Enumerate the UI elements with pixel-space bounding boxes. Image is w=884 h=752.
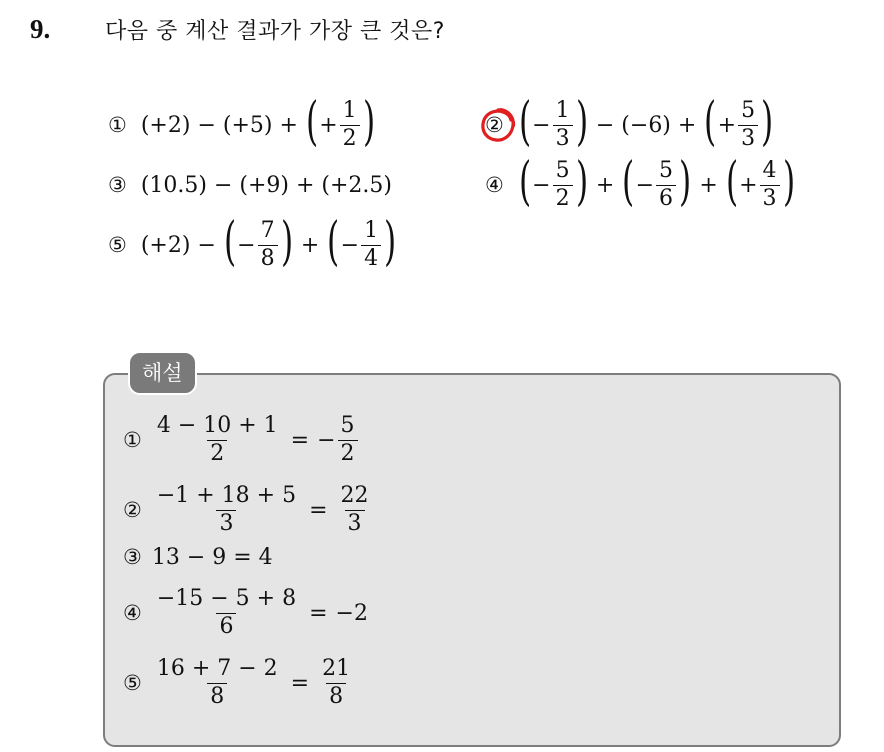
numerator: 5 — [555, 158, 570, 184]
paren-open: ( — [725, 152, 739, 212]
denominator: 8 — [326, 683, 346, 709]
term: (+5) — [222, 112, 273, 138]
solution-label: 해설 — [128, 351, 197, 395]
fraction — [340, 99, 360, 150]
sign: − — [237, 232, 256, 258]
fraction — [154, 414, 281, 465]
question-text: 다음 중 계산 결과가 가장 큰 것은? — [105, 19, 445, 44]
denominator: 4 — [361, 245, 381, 271]
fraction — [738, 99, 758, 150]
operator: − — [595, 112, 615, 138]
denominator: 8 — [207, 683, 227, 709]
choice-number — [485, 113, 504, 137]
numerator: −15 − 5 + 8 — [156, 586, 297, 612]
choice-4[interactable] — [485, 150, 796, 220]
operator: + — [279, 112, 298, 138]
paren-open: ( — [622, 152, 635, 212]
sign: − — [317, 427, 336, 453]
sign: − — [635, 172, 655, 198]
numerator: 4 — [762, 158, 777, 184]
choice-number: ④ — [485, 173, 504, 197]
equals-sign: = — [290, 670, 310, 696]
result-fraction — [338, 414, 358, 465]
choice-number: ⑤ — [108, 233, 127, 257]
numerator: 16 + 7 − 2 — [156, 656, 278, 682]
numerator: 21 — [322, 656, 351, 682]
result-fraction — [338, 484, 372, 535]
paren-open: ( — [223, 212, 237, 272]
sign: − — [532, 172, 551, 198]
numerator: 1 — [342, 98, 357, 124]
paren-open: ( — [305, 92, 319, 152]
equals-sign: = — [309, 600, 328, 626]
sign: − — [340, 232, 360, 258]
denominator: 3 — [216, 510, 236, 536]
numerator: 5 — [340, 413, 355, 439]
denominator: 6 — [656, 185, 676, 211]
fraction — [553, 159, 573, 210]
expression: 13 − 9 = 4 — [151, 544, 273, 570]
solution-line-1 — [123, 405, 360, 475]
denominator: 8 — [258, 245, 278, 271]
paren-open: ( — [704, 92, 717, 152]
denominator: 2 — [553, 185, 573, 211]
paren-open: ( — [327, 212, 340, 272]
choice-number: ③ — [123, 545, 142, 569]
numerator: 22 — [340, 483, 369, 509]
operator: − — [197, 112, 216, 138]
paren-close: ) — [362, 92, 375, 152]
numerator: 7 — [260, 218, 275, 244]
choice-number: ② — [123, 498, 142, 522]
result-fraction — [319, 657, 353, 708]
numerator: 5 — [741, 98, 756, 124]
denominator: 3 — [553, 125, 573, 151]
fraction — [760, 159, 780, 210]
denominator: 2 — [338, 440, 358, 466]
paren-close: ) — [575, 152, 588, 212]
term: (−6) — [621, 112, 671, 138]
paren-open: ( — [518, 92, 532, 152]
denominator: 3 — [760, 185, 780, 211]
fraction — [258, 219, 278, 270]
paren-close: ) — [679, 152, 692, 212]
denominator: 3 — [345, 510, 365, 536]
term: (+2) — [140, 232, 191, 258]
fraction — [656, 159, 676, 210]
choice-number: ① — [108, 113, 127, 137]
expression: (10.5) − (+9) + (+2.5) — [140, 172, 393, 198]
solution-line-5 — [123, 648, 355, 718]
choice-number: ① — [123, 428, 142, 452]
operator: + — [677, 112, 697, 138]
choice-5[interactable] — [108, 210, 397, 280]
numerator: 4 − 10 + 1 — [156, 413, 278, 439]
term: (+2) — [140, 112, 191, 138]
numerator: 1 — [555, 98, 570, 124]
result: −2 — [335, 600, 368, 626]
fraction — [553, 99, 573, 150]
question-number: 9. — [30, 14, 51, 44]
denominator: 3 — [738, 125, 758, 151]
equals-sign: = — [309, 497, 328, 523]
equals-sign: = — [290, 427, 310, 453]
denominator: 2 — [340, 125, 360, 151]
paren-close: ) — [761, 92, 774, 152]
fraction — [361, 219, 381, 270]
fraction — [154, 587, 299, 638]
denominator: 2 — [207, 440, 227, 466]
numerator: −1 + 18 + 5 — [156, 483, 297, 509]
choice-number-text: ② — [485, 113, 504, 137]
paren-close: ) — [575, 92, 588, 152]
sign: + — [717, 112, 737, 138]
operator: + — [595, 172, 615, 198]
paren-close: ) — [782, 152, 795, 212]
operator: − — [197, 232, 216, 258]
choice-number: ⑤ — [123, 671, 142, 695]
paren-close: ) — [280, 212, 293, 272]
denominator: 6 — [216, 613, 236, 639]
operator: + — [300, 232, 320, 258]
operator: + — [699, 172, 718, 198]
paren-close: ) — [384, 212, 397, 272]
choice-number: ④ — [123, 601, 142, 625]
solution-line-4 — [123, 578, 368, 648]
sign: − — [532, 112, 551, 138]
numerator: 5 — [659, 158, 674, 184]
paren-open: ( — [518, 152, 532, 212]
sign: + — [739, 172, 758, 198]
sign: + — [319, 112, 338, 138]
numerator: 1 — [364, 218, 379, 244]
choice-number: ③ — [108, 173, 127, 197]
fraction — [154, 657, 281, 708]
